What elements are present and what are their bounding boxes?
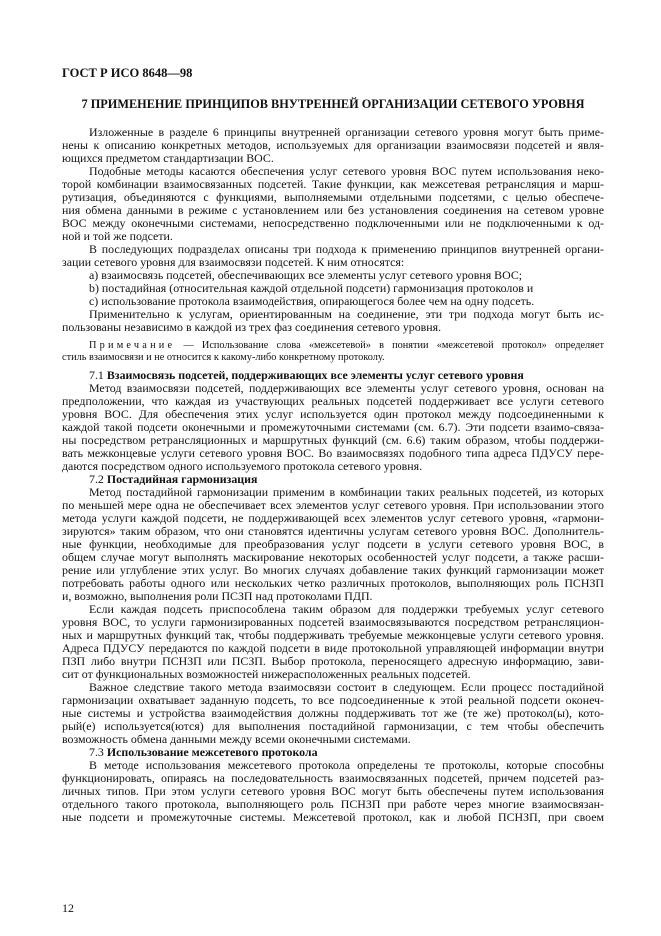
paragraph bbox=[62, 295, 604, 308]
text-line: ной и той же подсети. bbox=[62, 230, 173, 243]
paragraph bbox=[62, 269, 604, 282]
text-line: уровня ВОС, то услуги гармонизированных подсетей взаимосвязываются посредством ретрансляцион- bbox=[62, 616, 604, 629]
text-line: Метод взаимосвязи подсетей, поддерживающих все элементы услуг сетевого уровня, основан на bbox=[89, 382, 604, 395]
text-line: потребовать работы одного или нескольких четко различных протоколов, выполняющих роль ПСНЗП bbox=[62, 577, 604, 590]
text-line: каждой такой подсети оконечными и промежуточными системами (см. 6.7). Эти подсети взаимо-связа- bbox=[62, 421, 604, 434]
text-line: Если каждая подсеть приспособлена таким образом для поддержки требуемых услуг сетевого bbox=[89, 603, 604, 616]
subsection-heading bbox=[62, 473, 604, 486]
text-line: возможность обмена данными между всеми оконечными системами. bbox=[62, 733, 411, 746]
text-line: общем случае могут выполнять маскирование некоторых особенностей услуг подсети, а также расши- bbox=[62, 551, 604, 564]
text-line: уровня ВОС. Для обеспечения этих услуг используется один протокол между подсоединенными к bbox=[62, 408, 604, 421]
text-line: сит от функциональных возможностей нижерасположенных реальных подсетей. bbox=[62, 668, 471, 681]
text-line: торой комбинации взаимосвязанных подсетей. Такие функции, как межсетевая ретрансляция и марш- bbox=[62, 178, 604, 191]
text-line: ны посредством ретрансляционных и маршрутных функций (см. 6.6) таким образом, чтобы поддержи- bbox=[62, 434, 604, 447]
text-line: Изложенные в разделе 6 принципы внутренней организации сетевого уровня могут быть приме- bbox=[89, 126, 604, 139]
text-line: зации сетевого уровня для взаимосвязи подсетей. К ним относятся: bbox=[62, 256, 405, 269]
text-line: вать межконцевые услуги сетевого уровня ВОС. Во взаимосвязях подобного типа адреса ПДУСУ пере- bbox=[62, 447, 604, 460]
text-line: нены к описанию конкретных методов, используемых для организации взаимосвязи подсетей и явля- bbox=[62, 139, 604, 152]
text-line: функционировать, опираясь на последовательность взаимосвязанных подсетей, причем подсетей раз- bbox=[62, 772, 604, 785]
document-header: ГОСТ Р ИСО 8648—98 bbox=[62, 66, 193, 80]
paragraph bbox=[62, 126, 604, 165]
text-line: стиль взаимосвязи и не относится к какому-либо конкретному протоколу. bbox=[62, 352, 385, 363]
subsection-number: 7.1 bbox=[89, 368, 104, 382]
paragraph bbox=[62, 681, 604, 746]
text-line: и, возможно, выполнения роли ПСЗП над протоколами ПДП. bbox=[62, 590, 373, 603]
text-line: рый(е) используется(ются) для выполнения постадийной гармонизации, с тем чтобы обеспечить bbox=[62, 720, 604, 733]
text-line: зируются» таким образом, что они становятся идентичны услугам сетевого уровня ВОС. Дополнитель- bbox=[62, 525, 604, 538]
subsection-heading bbox=[62, 369, 604, 382]
note bbox=[62, 340, 604, 364]
text-line: ющихся предметом стандартизации ВОС. bbox=[62, 152, 274, 165]
text-line: ния обмена данными в режиме с установлением или без установления соединения на сетевом уровне bbox=[62, 204, 604, 217]
text-line: метода услуги каждой подсети, не поддерживающей всех элементов услуг сетевого уровня, «гармони- bbox=[62, 512, 604, 525]
text-line: ВОС между оконечными системами, непосредственно подключенными или не подключенными к од- bbox=[62, 217, 604, 230]
text-line: В методе использования межсетевого протокола определены те протоколы, которые способны bbox=[89, 759, 604, 772]
text-line: ные подсети и промежуточные системы. Межсетевой протокол, как и любой ПСНЗП, при своем bbox=[62, 811, 604, 824]
note-text: — Использование слова «межсетевой» в понятии «межсетевой протокол» определяет bbox=[175, 340, 604, 351]
paragraph bbox=[62, 603, 604, 681]
text-line: ные функции, необходимые для преобразования услуг подсети в услуги сетевого уровня ВОС, в bbox=[62, 538, 604, 551]
subsection-title: Постадийная гармонизация bbox=[106, 472, 258, 486]
subsection-title: Использование межсетевого протокола bbox=[106, 745, 318, 759]
text-line: a) взаимосвязь подсетей, обеспечивающих все элементы услуг сетевого уровня ВОС; bbox=[89, 269, 523, 282]
section-title: 7 ПРИМЕНЕНИЕ ПРИНЦИПОВ ВНУТРЕННЕЙ ОРГАНИЗАЦИИ СЕТЕВОГО УРОВНЯ bbox=[81, 97, 585, 111]
text-line: Применительно к услугам, ориентированным на соединение, эти три подхода могут быть ис- bbox=[89, 308, 604, 321]
text-line: личных типов. При этом услуги сетевого уровня ВОС могут быть обеспечены путем использования bbox=[62, 785, 604, 798]
text-line: ные системы и устройства взаимодействия должны поддерживать тот же (те же) протокол(ы), кото- bbox=[62, 707, 604, 720]
paragraph bbox=[62, 243, 604, 269]
subsection-number: 7.2 bbox=[89, 472, 104, 486]
text-line: пользованы независимо в каждой из трех фаз соединения сетевого уровня. bbox=[62, 321, 442, 334]
paragraph bbox=[62, 308, 604, 334]
text-line: предположении, что каждая из участвующих реальных подсетей поддерживает все услуги сетевого bbox=[62, 395, 604, 408]
text-line: гармонизации охватывает заданную подсеть, то все подсоединенные к этой реальной подсети оконеч- bbox=[62, 694, 604, 707]
text-line: b) постадийная (относительная каждой отдельной подсети) гармонизация протоколов и bbox=[89, 282, 534, 295]
text-line: В последующих подразделах описаны три подхода к применению принципов внутренней органи- bbox=[89, 243, 604, 256]
text-line: рение или углубление этих услуг. Во многих случаях добавление таких функций гармонизации может bbox=[62, 564, 604, 577]
text-line: рутизация, объединяются с функциями, выполняемыми отдельными подсетями, с целью обеспече- bbox=[62, 191, 604, 204]
text-line: Метод постадийной гармонизации применим в комбинации таких реальных подсетей, из которых bbox=[89, 486, 604, 499]
text-line: c) использование протокола взаимодействия, опирающегося более чем на одну подсеть. bbox=[89, 295, 535, 308]
subsection-title: Взаимосвязь подсетей, поддерживающих все элементы услуг сетевого уровня bbox=[106, 368, 524, 382]
text-line: отдельного такого протокола, выполняющего роль ПСНЗП при работе через многие взаимосвязан- bbox=[62, 798, 604, 811]
note-label: Примечание bbox=[89, 340, 176, 351]
page-number: 12 bbox=[62, 901, 74, 915]
paragraph bbox=[62, 165, 604, 243]
paragraph bbox=[62, 759, 604, 824]
text-line: Подобные методы касаются обеспечения услуг сетевого уровня ВОС путем использования неко- bbox=[89, 165, 604, 178]
paragraph bbox=[62, 382, 604, 473]
text-line: по меньшей мере одна не обеспечивает всех элементов услуг сетевого уровня. При использовании этого bbox=[62, 499, 604, 512]
text-line: ных и маршрутных функций так, чтобы поддерживать требуемые межконцевые услуги сетевого уровня. bbox=[62, 629, 604, 642]
text-line: Важное следствие такого метода взаимосвязи состоит в следующем. Если процесс постадийной bbox=[89, 681, 604, 694]
text-line: ПЗП либо внутри ПСНЗП или ПСЗП. Выбор протокола, переносящего адресную информацию, зави- bbox=[62, 655, 604, 668]
text-line bbox=[62, 340, 604, 352]
text-line: даются посредством одного используемого протокола сетевого уровня. bbox=[62, 460, 423, 473]
paragraph bbox=[62, 282, 604, 295]
text-line: Адреса ПДУСУ передаются по каждой подсети в виде протокольной управляющей информации внутри bbox=[62, 642, 604, 655]
paragraph bbox=[62, 486, 604, 603]
subsection-number: 7.3 bbox=[89, 745, 104, 759]
document-body bbox=[62, 126, 604, 824]
subsection-heading bbox=[62, 746, 604, 759]
